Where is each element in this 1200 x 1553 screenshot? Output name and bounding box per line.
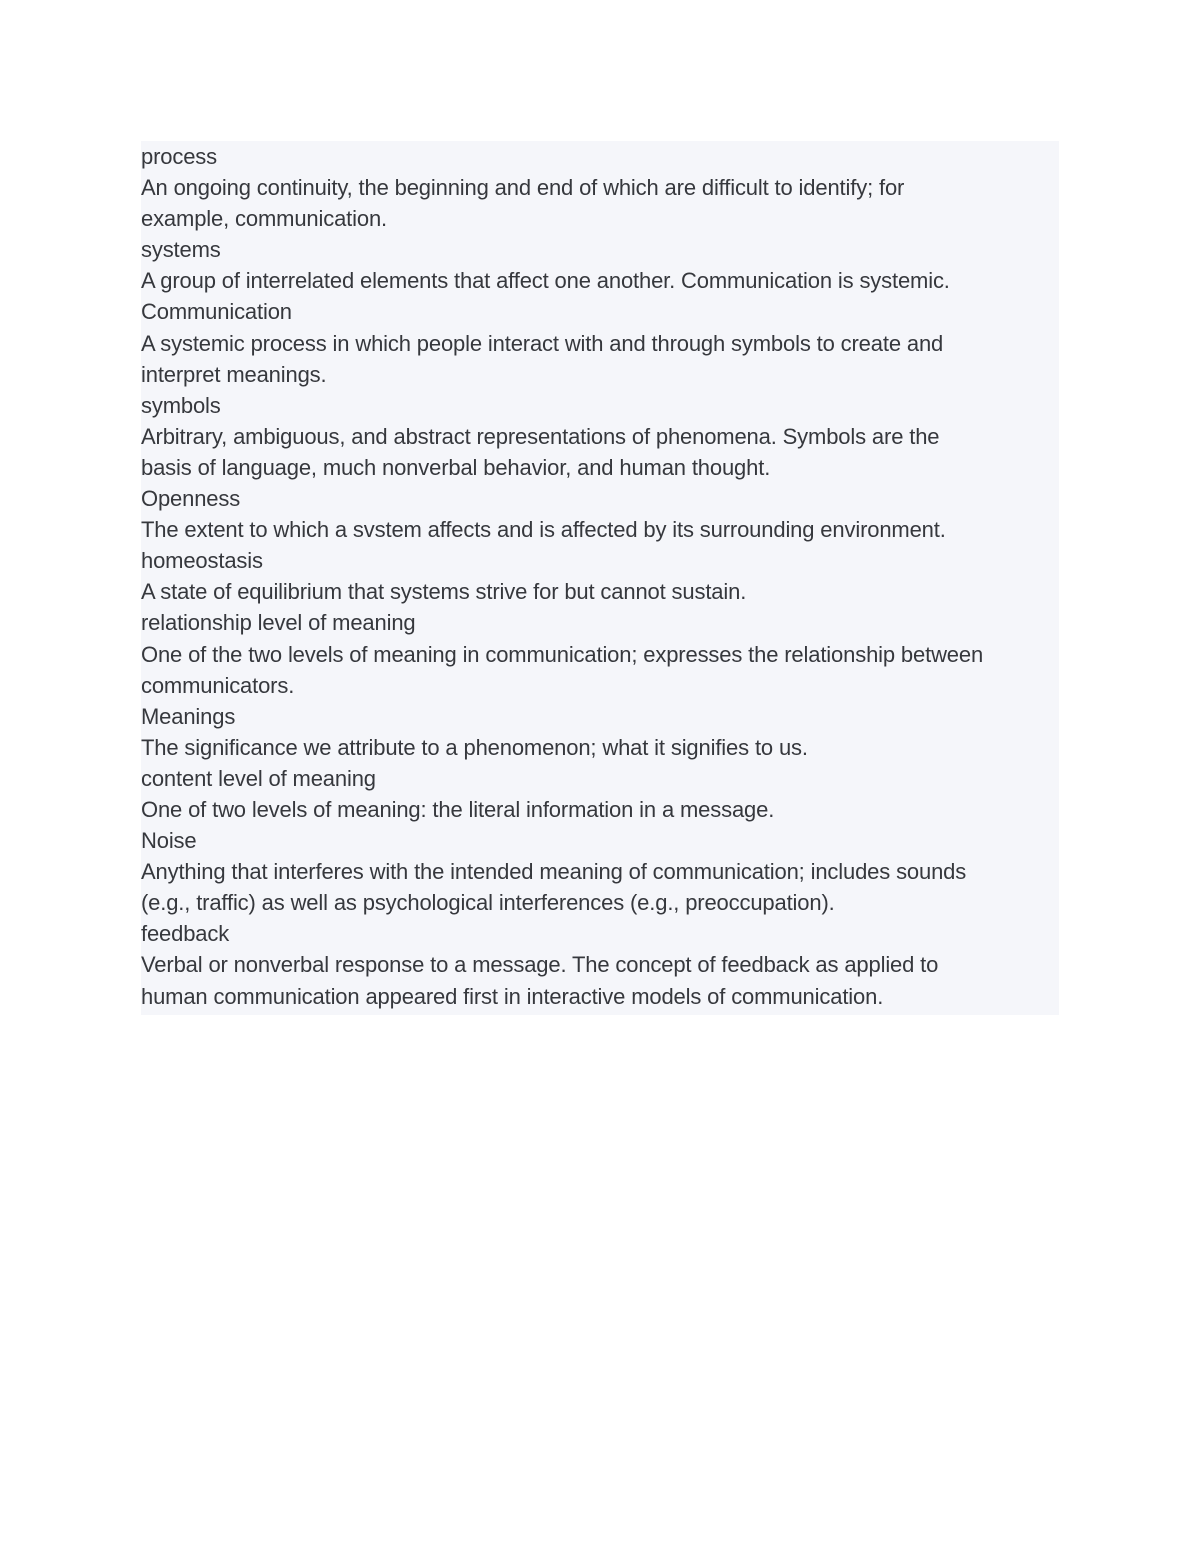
glossary-definition-line: One of two levels of meaning: the literal information in a message.	[141, 796, 775, 822]
glossary-term: content level of meaning	[141, 765, 376, 791]
glossary-definition-line: communicators.	[141, 672, 295, 698]
glossary-definition-line: The significance we attribute to a phenomenon; what it signifies to us.	[141, 734, 808, 760]
glossary-term: Openness	[141, 486, 241, 512]
glossary-definition-line: Anything that interferes with the intended meaning of communication; includes sounds	[141, 859, 967, 885]
glossary-definition-line: (e.g., traffic) as well as psychological interferences (e.g., preoccupation).	[141, 890, 835, 916]
glossary-definition-line: example, communication.	[141, 206, 387, 232]
glossary-term: Communication	[141, 299, 292, 325]
glossary-definition-line: One of the two levels of meaning in communication; expresses the relationship between	[141, 641, 984, 667]
glossary-term: Meanings	[141, 703, 236, 729]
glossary-term: Noise	[141, 828, 197, 854]
glossary-definition-line: human communication appeared first in interactive models of communication.	[141, 983, 884, 1009]
glossary-term: feedback	[141, 921, 230, 947]
glossary-term: relationship level of meaning	[141, 610, 416, 636]
glossary-definition-line: An ongoing continuity, the beginning and end of which are difficult to identify; for	[141, 175, 905, 201]
glossary-text-block	[141, 141, 1059, 1015]
glossary-definition-line: basis of language, much nonverbal behavior, and human thought.	[141, 454, 771, 480]
glossary-term: systems	[141, 237, 221, 263]
glossary-definition-line: A group of interrelated elements that affect one another. Communication is systemic.	[141, 268, 950, 294]
glossary-definition-line: The extent to which a svstem affects and is affected by its surrounding environment.	[141, 517, 946, 543]
glossary-definition-line: A systemic process in which people interact with and through symbols to create and	[141, 330, 944, 356]
glossary-definition-line: Arbitrary, ambiguous, and abstract representations of phenomena. Symbols are the	[141, 423, 940, 449]
glossary-definition-line: Verbal or nonverbal response to a message. The concept of feedback as applied to	[141, 952, 939, 978]
glossary-term: symbols	[141, 392, 221, 418]
glossary-term: process	[141, 144, 217, 169]
glossary-definition-line: interpret meanings.	[141, 361, 327, 387]
glossary-definition-line: A state of equilibrium that systems strive for but cannot sustain.	[141, 579, 747, 605]
glossary-term: homeostasis	[141, 548, 263, 574]
